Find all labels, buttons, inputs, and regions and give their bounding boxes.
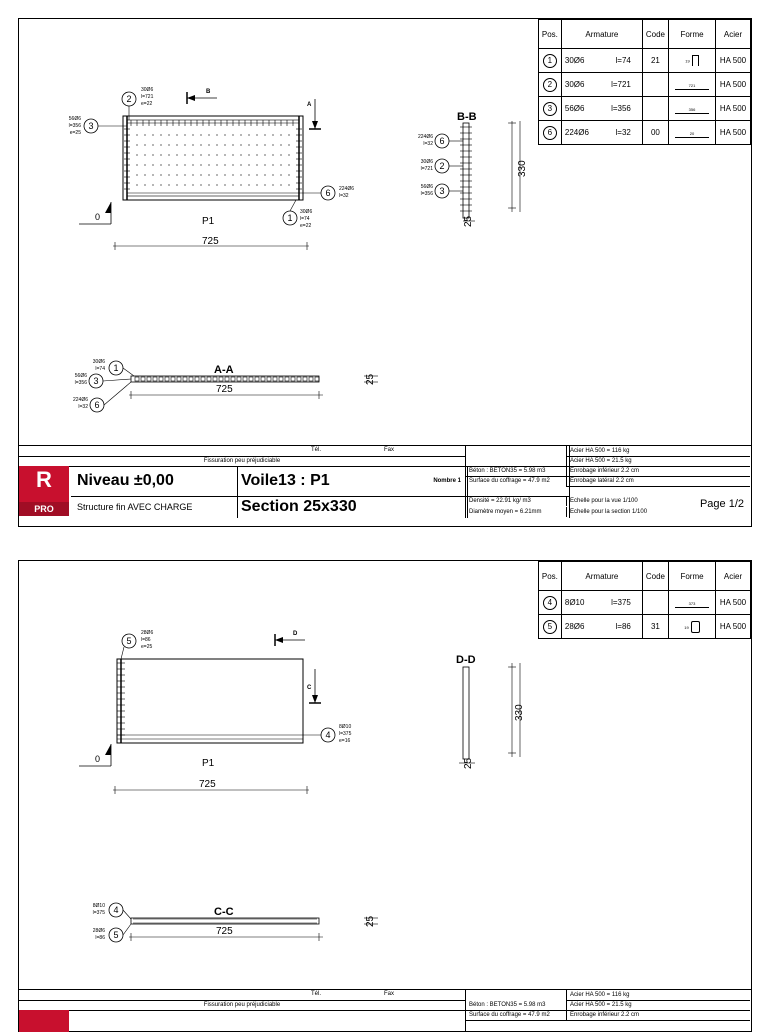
section-marker-c: C (307, 685, 312, 691)
width-dimension: 725 (202, 236, 219, 247)
section-title-bb: B-B (457, 111, 477, 123)
stirrup-shape-icon (691, 621, 700, 633)
svg-text:6: 6 (325, 188, 331, 198)
tel-label: Tél. (311, 991, 322, 997)
drawing-sheet-2 (18, 560, 752, 1032)
svg-text:4: 4 (325, 730, 331, 740)
width-dimension-aa: 725 (216, 384, 233, 395)
section-title-dd: D-D (456, 654, 476, 666)
svg-text:1: 1 (113, 363, 119, 373)
straight-bar-shape: 356 (675, 107, 709, 114)
rebar-row[interactable]: 5 28Ø6 l=86 31 19 HA 500 (538, 615, 750, 639)
thickness-dimension-dd: 25 (463, 757, 474, 769)
section-bb-callout-6[interactable] (418, 134, 463, 148)
svg-text:2: 2 (126, 94, 132, 104)
svg-text:224Ø6: 224Ø6 (72, 397, 88, 403)
svg-text:28Ø6: 28Ø6 (141, 630, 154, 636)
svg-text:l=375: l=375 (92, 910, 105, 916)
panel-outline (123, 116, 303, 200)
level-label: 0 (95, 212, 101, 222)
svg-text:30Ø6: 30Ø6 (300, 209, 313, 215)
svg-text:224Ø6: 224Ø6 (339, 186, 355, 192)
section-title-aa: A-A (214, 364, 234, 376)
svg-text:l=86: l=86 (141, 637, 151, 643)
panel-label: P1 (202, 758, 215, 769)
svg-text:56Ø6: 56Ø6 (420, 184, 433, 190)
robot-pro-logo: R PRO (19, 466, 69, 516)
svg-text:4: 4 (113, 905, 119, 915)
quantity-label: Nombre 1 (433, 478, 461, 484)
svg-text:56Ø6: 56Ø6 (74, 373, 87, 379)
svg-text:l=74: l=74 (300, 216, 310, 222)
drawing-sheet-1 (18, 18, 752, 527)
svg-text:6: 6 (94, 400, 100, 410)
svg-text:e=16: e=16 (339, 738, 351, 744)
svg-text:224Ø6: 224Ø6 (417, 134, 433, 140)
svg-text:l=32: l=32 (339, 193, 349, 199)
rebar-row[interactable]: 4 8Ø10 l=375 373 HA 500 (538, 591, 750, 615)
stirrup-shape-icon (692, 55, 699, 66)
material-summary: Acier HA 500 = 116 kg Béton : BETON35 = 5.98 m3 Acier HA 500 = 21.5 kg Surface du coffrage = 47.9 m2 Enrobage inférieur 2.2 cm (465, 990, 751, 1032)
svg-text:30Ø6: 30Ø6 (141, 87, 154, 93)
svg-text:l=721: l=721 (420, 166, 433, 172)
level-label: 0 (95, 754, 101, 764)
rebar-row[interactable]: 1 30Ø6 l=74 21 19 HA 500 (538, 49, 750, 73)
svg-text:e=25: e=25 (141, 644, 153, 650)
section-aa-callout-1[interactable] (93, 359, 134, 376)
title-block (19, 989, 751, 1032)
rebar-table-header: Pos. Armature Code Forme Acier (538, 562, 750, 591)
svg-text:56Ø6: 56Ø6 (68, 116, 81, 122)
svg-text:5: 5 (126, 636, 132, 646)
svg-text:5: 5 (113, 930, 119, 940)
element-title: Voile13 : P1 Nombre 1 (237, 466, 468, 497)
section-cc-callout-5[interactable] (93, 924, 131, 942)
fissuration-label: Fissuration peu préjudiciable (19, 1000, 465, 1011)
svg-text:e=25: e=25 (69, 130, 81, 136)
thickness-dimension-bb: 25 (463, 215, 474, 227)
svg-text:3: 3 (439, 186, 445, 196)
svg-text:2: 2 (439, 161, 445, 171)
straight-bar-shape: 721 (675, 83, 709, 90)
svg-text:3: 3 (88, 121, 94, 131)
material-summary: Acier HA 500 = 116 kg Béton : BETON35 = 5.98 m3 Acier HA 500 = 21.5 kg Surface du coffrage = 47.9 m2 Enrobage inférieur 2.2 cm Enrobage latéral 2.2 cm Densité = 22.91 kg/ m3 Diamètre moyen = 6.21mm Echelle pour la vue 1/100 Echelle pour la section 1/100 Page 1/2 (465, 446, 752, 518)
section-title: Section 25x330 (237, 496, 468, 518)
robot-pro-logo (19, 1010, 69, 1032)
fax-label: Fax (384, 447, 395, 453)
thickness-dimension-aa: 25 (365, 373, 376, 385)
panel-outline (117, 659, 303, 743)
page-number: Page 1/2 (699, 498, 744, 510)
callout-bar-5[interactable] (121, 630, 153, 659)
height-dimension-bb: 330 (517, 160, 528, 177)
section-dd-outline (463, 667, 469, 759)
callout-bar-4[interactable] (303, 724, 352, 744)
rebar-row[interactable]: 2 30Ø6 l=721 721 HA 500 (538, 73, 750, 97)
straight-bar-shape: 20 (675, 131, 709, 138)
panel-label: P1 (202, 216, 215, 227)
callout-bar-3[interactable] (69, 116, 127, 136)
level-title: Niveau ±0,00 (71, 466, 238, 497)
fissuration-label: Fissuration peu préjudiciable (19, 456, 465, 467)
callout-bar-2[interactable] (122, 87, 154, 120)
section-bb-outline (463, 123, 469, 218)
height-dimension-dd: 330 (514, 704, 525, 721)
svg-text:l=74: l=74 (95, 366, 105, 372)
svg-text:l=375: l=375 (339, 731, 352, 737)
svg-text:3: 3 (93, 376, 99, 386)
straight-bar-shape: 373 (675, 601, 709, 608)
tel-label: Tél. (311, 447, 322, 453)
section-marker-d: D (293, 631, 298, 637)
structure-name: Structure fin AVEC CHARGE (71, 496, 238, 518)
svg-text:28Ø6: 28Ø6 (92, 928, 105, 934)
svg-text:l=356: l=356 (420, 191, 433, 197)
svg-text:l=32: l=32 (423, 141, 433, 147)
rebar-schedule-table (538, 561, 751, 639)
svg-text:e=22: e=22 (141, 101, 153, 107)
section-aa-callout-3[interactable] (75, 373, 131, 388)
section-bb-callout-3[interactable] (421, 184, 463, 198)
rebar-schedule-table (538, 19, 751, 145)
svg-text:l=86: l=86 (95, 935, 105, 941)
rebar-table-header: Pos. Armature Code Forme Acier (538, 20, 750, 49)
rebar-row[interactable]: 3 56Ø6 l=356 356 HA 500 (538, 97, 750, 121)
svg-text:l=721: l=721 (141, 94, 154, 100)
svg-text:30Ø6: 30Ø6 (420, 159, 433, 165)
svg-text:8Ø10: 8Ø10 (92, 903, 105, 909)
section-aa-callout-6[interactable] (73, 382, 131, 412)
section-title-cc: C-C (214, 906, 234, 918)
width-dimension-cc: 725 (216, 926, 233, 937)
svg-text:l=32: l=32 (78, 404, 88, 410)
svg-text:6: 6 (439, 136, 445, 146)
callout-bar-1[interactable] (283, 200, 312, 229)
section-marker-b: B (206, 89, 211, 95)
section-marker-a: A (307, 102, 312, 108)
thickness-dimension-cc: 25 (365, 915, 376, 927)
fax-label: Fax (384, 991, 395, 997)
width-dimension: 725 (199, 779, 216, 790)
svg-text:e=22: e=22 (300, 223, 312, 229)
svg-text:l=356: l=356 (74, 380, 87, 386)
svg-text:l=356: l=356 (68, 123, 81, 129)
section-cc-callout-4[interactable] (93, 903, 131, 919)
svg-text:1: 1 (287, 213, 293, 223)
section-bb-callout-2[interactable] (421, 159, 463, 173)
svg-text:30Ø6: 30Ø6 (92, 359, 105, 365)
rebar-row[interactable]: 6 224Ø6 l=32 00 20 HA 500 (538, 121, 750, 145)
title-block (19, 445, 751, 526)
callout-bar-6[interactable] (299, 186, 354, 200)
svg-text:8Ø10: 8Ø10 (339, 724, 352, 730)
